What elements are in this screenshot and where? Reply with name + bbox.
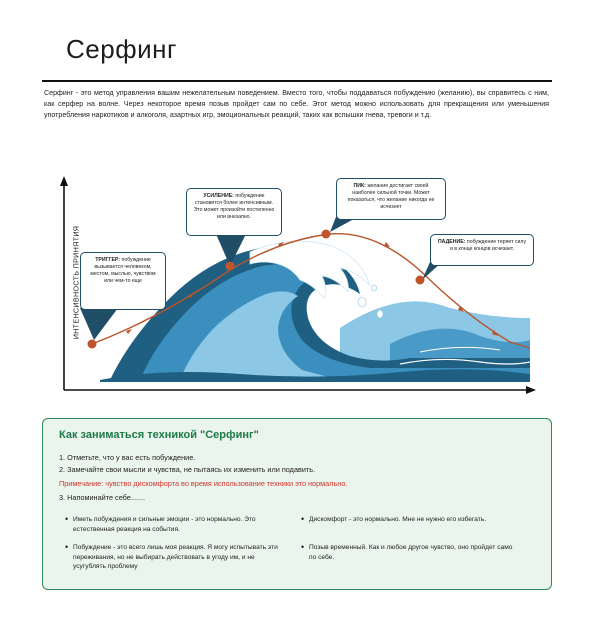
intro-text: Серфинг - это метод управления вашим нежелательным поведением. Вместо того, чтобы поддаваться побуждению (желанию), вы справитесь с ним, как серфер на волне. Через некоторое время позыв пройдет сам по себе. Этот метод можно использовать для прекращения или уменьшения употребления наркотиков и алкоголя, азартных игр, эмоциональных реакций, таких как вспышки гнева, тревоги и т.д. [44,89,549,119]
growth-text: побуждение становится более интенсивным. Это может произойти постепенно или внезапно. [193,193,275,220]
growth-head: УСИЛЕНИЕ: [203,193,234,199]
bullet-left-2 [65,542,285,572]
bullet-dot-icon: • [65,542,69,552]
peak-text: желание достигает своей наиболее сильной точки. Может показаться, что желание никогда не исчезнет [347,183,435,210]
fall-head: ПАДЕНИЕ: [437,239,466,245]
peak-callout [336,178,446,220]
fall-point [416,276,425,285]
peak-point [322,230,331,239]
note-text: Примечание: чувство дискомфорта во время использование техники это нормально. [59,479,348,488]
trigger-callout [80,252,166,310]
title-divider [42,80,552,82]
bullet-left-2-text: Побуждение - это всего лишь моя реакция. Я могу испытывать эти переживания, но не выбирать действовать в угоду им, и не усугублять проблему [73,544,278,571]
peak-head: ПИК: [353,183,366,189]
y-axis-label: ИНТЕНСИВНОСТЬ ПРИНЯТИЯ [71,225,81,340]
fall-text: побуждение теряет силу и в конце концов исчезает. [449,239,527,252]
step-1: 1. Отметьте, что у вас есть побуждение. [59,453,196,462]
y-axis-arrow [60,176,68,186]
page-title: Серфинг [66,34,177,64]
bullet-dot-icon: • [301,542,305,552]
howto-box [42,418,552,590]
step-3: 3. Напоминайте себе....... [59,493,146,502]
x-axis-arrow [526,386,536,394]
bullet-left-1-text: Иметь побуждения и сильные эмоции - это нормально. Это естественная реакция на события. [73,516,256,533]
spray-drop [372,285,377,291]
spray-drop [377,310,383,318]
bullet-right-2 [301,542,519,562]
fall-callout [430,234,534,266]
bullet-right-2-text: Позыв временный. Как и любое другое чувство, оно пройдет само по себе. [309,544,513,561]
bullet-dot-icon: • [301,514,305,524]
growth-callout [186,188,282,236]
howto-title: Как заниматься техникой "Серфинг" [59,429,259,441]
urge-wave-diagram [40,168,560,404]
growth-point [226,262,235,271]
trigger-text: побуждение вызывается человеком, местом, мыслью, чувством или чем-то еще [90,257,156,284]
bullet-right-1-text: Дискомфорт - это нормально. Мне не нужно его избегать. [309,516,487,523]
trigger-point [88,340,97,349]
trigger-head: ТРИГГЕР: [95,257,121,263]
spray-drop [358,297,366,307]
intro-paragraph [44,88,549,120]
bullet-dot-icon: • [65,514,69,524]
bullet-left-1 [65,514,285,534]
step-2: 2. Замечайте свои мысли и чувства, не пытаясь их изменить или подавить. [59,465,316,474]
bullet-right-1 [301,514,519,525]
